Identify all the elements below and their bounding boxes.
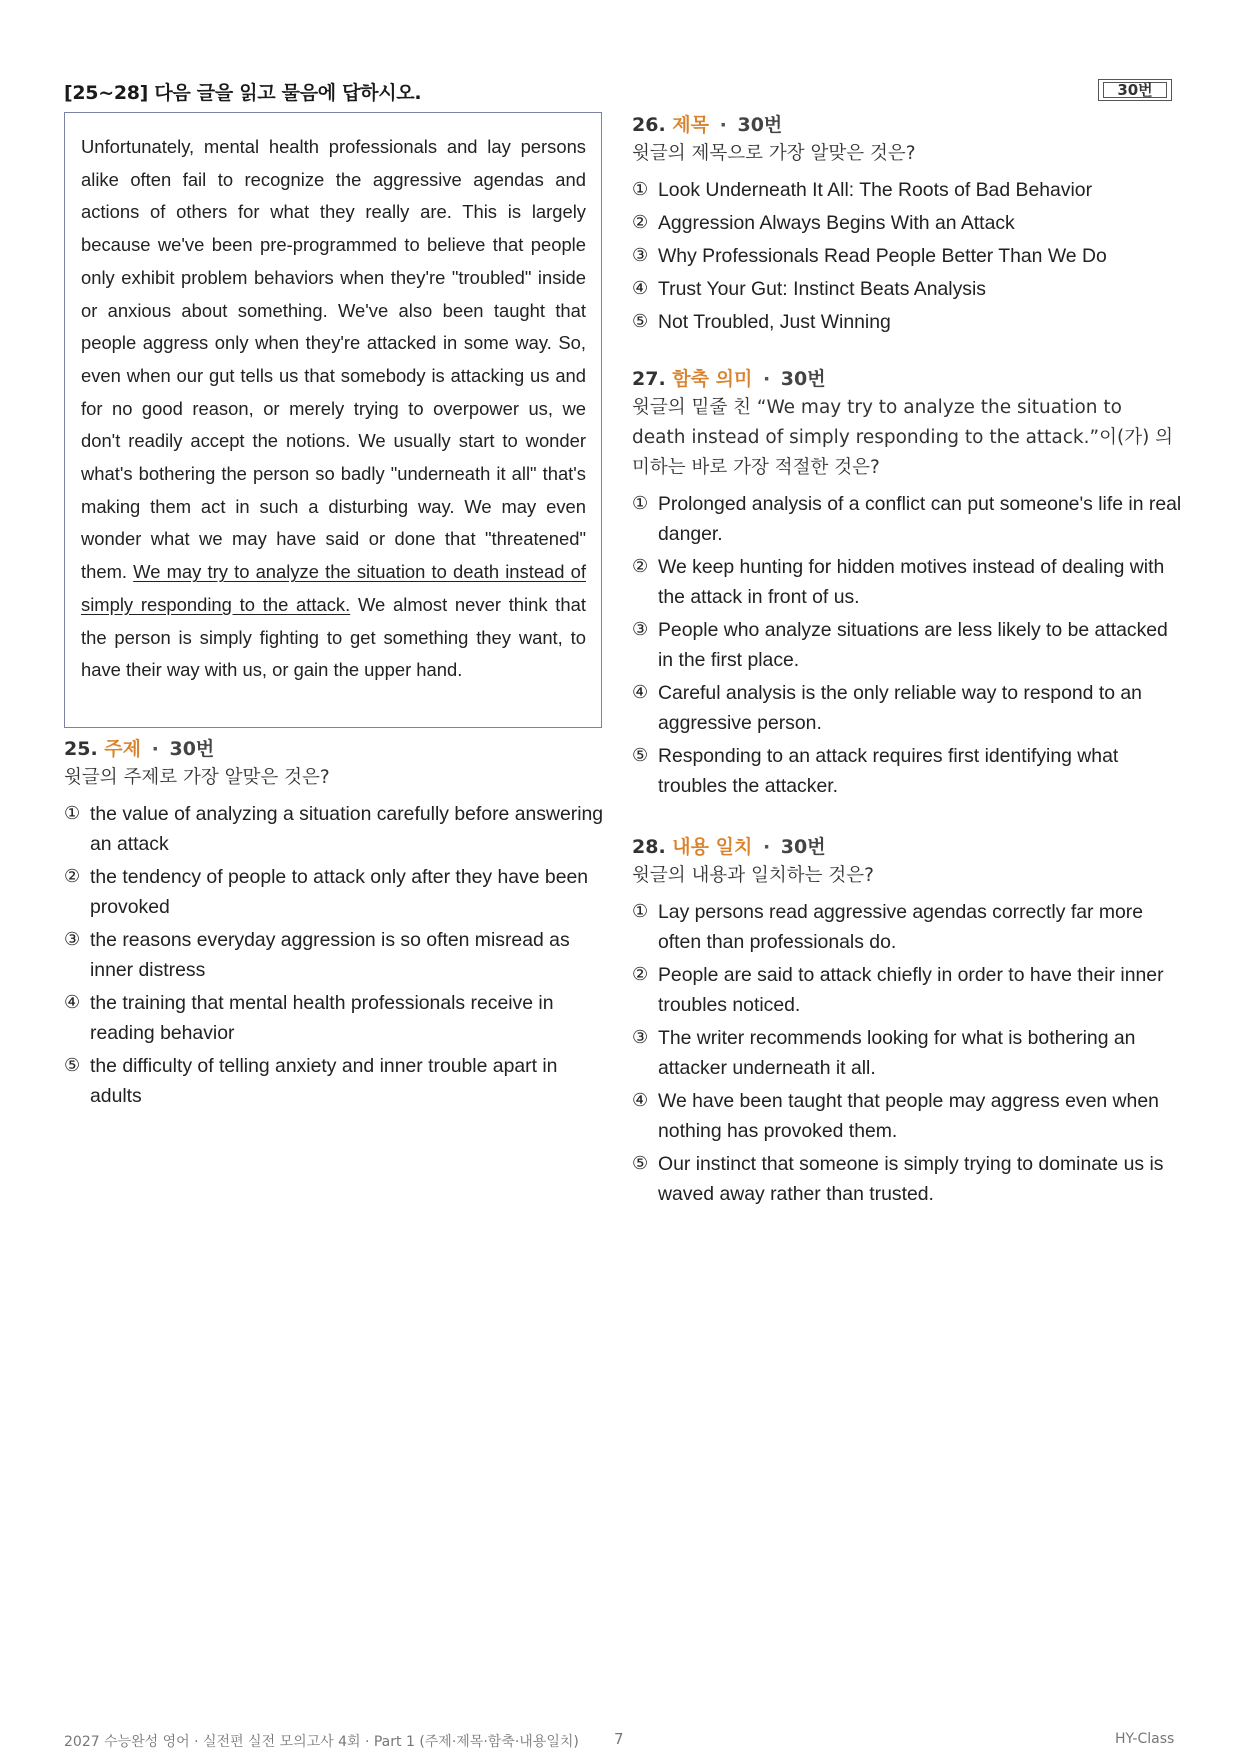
page-number: 7 [614,1730,624,1748]
separator-dot: · [762,368,771,390]
points-badge-label: 30번 [1103,82,1167,98]
option-marker: ⑤ [632,745,649,766]
option-text: Responding to an attack requires first identifying what troubles the attacker. [658,745,1119,797]
question-prompt: 윗글의 내용과 일치하는 것은? [632,865,874,886]
question-number: 28. [632,836,666,858]
question-points: 30번 [780,836,826,858]
option-marker: ⑤ [632,1153,649,1174]
option-item[interactable] [632,307,1188,337]
option-marker: ④ [632,278,649,299]
question-points: 30번 [737,114,783,136]
option-text: We have been taught that people may aggress even when nothing has provoked them. [658,1090,1159,1142]
option-marker: ② [64,866,81,887]
option-list [64,799,602,1111]
question-26 [632,111,1177,340]
option-marker: ③ [632,619,649,640]
option-marker: ③ [64,929,81,950]
option-text: the reasons everyday aggression is so often misread as inner distress [90,929,570,981]
option-text: People are said to attack chiefly in order to have their inner troubles noticed. [658,964,1164,1016]
option-text: Lay persons read aggressive agendas correctly far more often than professionals do. [658,901,1144,953]
option-item[interactable] [64,799,612,859]
option-item[interactable] [632,741,1188,801]
question-number: 27. [632,368,666,390]
option-item[interactable] [632,208,1188,238]
option-text: Look Underneath It All: The Roots of Bad Behavior [658,179,1093,201]
question-number: 25. [64,738,98,760]
option-marker: ③ [632,1027,649,1048]
option-marker: ① [632,493,649,514]
question-number: 26. [632,114,666,136]
question-points: 30번 [169,738,215,760]
option-item[interactable] [632,678,1188,738]
option-item[interactable] [632,1023,1188,1083]
question-header [632,365,1177,393]
points-badge [1098,79,1172,101]
option-item[interactable] [632,960,1188,1020]
question-category: 함축 의미 [672,368,753,390]
question-prompt: 윗글의 밑줄 친 “We may try to analyze the situation to death instead of simply responding to the attack.”이(가) 의미하는 바로 가장 적절한 것은? [632,397,1174,478]
question-category: 주제 [104,738,142,760]
option-item[interactable] [632,175,1188,205]
question-25 [64,735,602,1114]
option-text: Trust Your Gut: Instinct Beats Analysis [658,278,987,300]
option-text: the tendency of people to attack only after they have been provoked [90,866,589,918]
option-text: People who analyze situations are less likely to be attacked in the first place. [658,619,1168,671]
option-marker: ② [632,964,649,985]
question-27 [632,365,1182,804]
option-text: the difficulty of telling anxiety and inner trouble apart in adults [90,1055,558,1107]
option-text: the value of analyzing a situation carefully before answering an attack [90,803,604,855]
question-points: 30번 [780,368,826,390]
option-item[interactable] [632,615,1188,675]
option-text: We keep hunting for hidden motives instead of dealing with the attack in front of us. [658,556,1165,608]
option-text: the training that mental health professionals receive in reading behavior [90,992,554,1044]
section-instruction: [25~28] 다음 글을 읽고 물음에 답하시오. [64,82,422,104]
option-text: Why Professionals Read People Better Than We Do [658,245,1107,267]
separator-dot: · [762,836,771,858]
option-item[interactable] [632,552,1188,612]
question-header [64,735,602,763]
option-marker: ① [64,803,81,824]
option-marker: ④ [632,682,649,703]
option-item[interactable] [632,489,1188,549]
option-list [632,489,1182,801]
option-item[interactable] [632,897,1188,957]
question-header [632,111,1177,139]
option-text: Prolonged analysis of a conflict can put someone's life in real danger. [658,493,1182,545]
passage-text-post: We almost never think that the person is simply fighting to get something they want, to have their way with us, or gain the upper hand. [81,593,586,681]
option-text: Careful analysis is the only reliable way to respond to an aggressive person. [658,682,1142,734]
option-text: Aggression Always Begins With an Attack [658,212,1015,234]
option-text: Our instinct that someone is simply trying to dominate us is waved away rather than trusted. [658,1153,1164,1205]
footer-brand: HY-Class [1115,1731,1175,1747]
option-item[interactable] [64,862,612,922]
option-marker: ④ [632,1090,649,1111]
separator-dot: · [151,738,159,760]
passage-text-pre: Unfortunately, mental health professionals and lay persons alike often fail to recognize the aggressive agendas and actions of others for what they really are. This is largely because we've been pre-programmed to believe that people only exhibit problem behaviors when they're "troubled" inside or anxious about something. We've also been taught that people aggress only when they're attacked in some way. So, even when our gut tells us that somebody is attacking us and for no good reason, or merely trying to overpower us, we don't readily accept the notions. We usually start to wonder what's bothering the person so badly "underneath it all" that's making them act in such a disturbing way. We may even wonder what we may have said or done that "threatened" them. [81,136,586,583]
question-prompt: 윗글의 제목으로 가장 알맞은 것은? [632,143,916,164]
option-text: Not Troubled, Just Winning [658,311,891,333]
passage-text [81,131,586,687]
question-category: 제목 [672,114,710,136]
question-prompt: 윗글의 주제로 가장 알맞은 것은? [64,767,330,788]
question-category: 내용 일치 [672,836,753,858]
option-list [632,175,1177,337]
option-text: The writer recommends looking for what is bothering an attacker underneath it all. [658,1027,1136,1079]
option-item[interactable] [632,241,1188,271]
option-list [632,897,1177,1209]
option-marker: ③ [632,245,649,266]
option-marker: ① [632,901,649,922]
option-marker: ② [632,556,649,577]
option-marker: ④ [64,992,81,1013]
option-marker: ① [632,179,649,200]
option-item[interactable] [64,925,612,985]
separator-dot: · [719,114,727,136]
passage-box [64,112,602,728]
option-item[interactable] [632,1086,1188,1146]
question-28 [632,833,1177,1212]
question-header [632,833,1177,861]
footer-source: 2027 수능완성 영어 · 실전편 실전 모의고사 4회 · Part 1 (주제·제목·함축·내용일치) [64,1734,579,1750]
option-item[interactable] [632,274,1188,304]
option-marker: ⑤ [64,1055,81,1076]
option-item[interactable] [64,988,612,1048]
option-item[interactable] [632,1149,1188,1209]
option-marker: ② [632,212,649,233]
option-marker: ⑤ [632,311,649,332]
option-item[interactable] [64,1051,612,1111]
passage-underlined-sentence: We may try to analyze the situation to death instead of simply responding to the attack. [81,561,587,615]
